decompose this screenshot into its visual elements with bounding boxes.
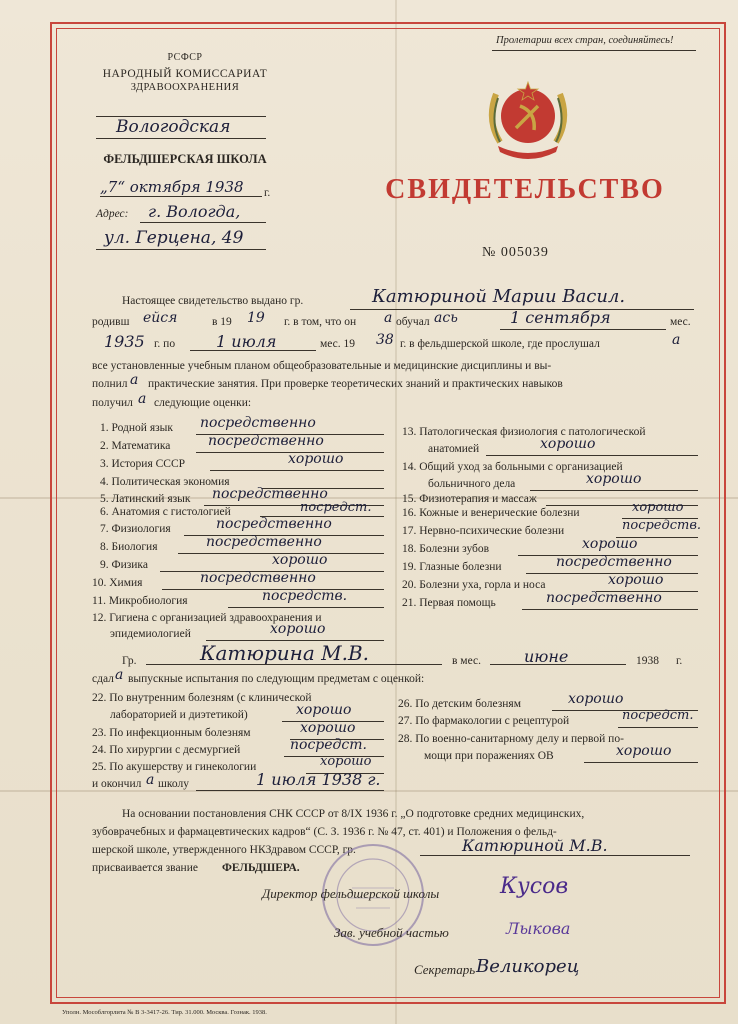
director-label: Директор фельдшерской школы bbox=[262, 886, 440, 901]
underline bbox=[530, 490, 698, 491]
handwritten-fill: а bbox=[672, 332, 681, 348]
body-text: практические занятия. При проверке теоретических знаний и практических навыков bbox=[148, 378, 563, 390]
exam-grade: хорошо bbox=[296, 702, 352, 718]
exam-grade: хорошо bbox=[616, 743, 672, 759]
grade-label: 1. Родной язык bbox=[100, 422, 173, 434]
underline bbox=[196, 790, 384, 791]
exam-year: 1938 bbox=[636, 655, 659, 667]
exam-gr-label: Гр. bbox=[122, 655, 137, 667]
certificate-number: № 005039 bbox=[482, 245, 549, 260]
exam-grade: хорошо bbox=[568, 691, 624, 707]
resolution-text: шерской школе, утвержденного НКЗдравом СССР, гр. bbox=[92, 844, 356, 856]
exam-month-label: в мес. bbox=[452, 655, 481, 667]
body-text: обучал bbox=[396, 316, 430, 328]
exam-grade: посредст. bbox=[622, 708, 694, 723]
underline bbox=[492, 50, 696, 51]
underline bbox=[146, 664, 442, 665]
grade-value: посредственно bbox=[200, 415, 316, 431]
underline bbox=[618, 727, 698, 728]
director-signature: Кусов bbox=[500, 874, 569, 899]
grade-label: 9. Физика bbox=[100, 559, 148, 571]
grade-value: посредственно bbox=[546, 590, 662, 606]
grade-value: хорошо bbox=[632, 500, 684, 515]
end-year-handwritten: 38 bbox=[376, 332, 394, 348]
exam-label: 24. По хирургии с десмургией bbox=[92, 744, 241, 756]
school-name: ФЕЛЬДШЕРСКАЯ ШКОЛА bbox=[103, 152, 267, 166]
handwritten-fill: ейся bbox=[143, 310, 178, 326]
grade-value: хорошо bbox=[288, 451, 344, 467]
handwritten-fill: а bbox=[146, 772, 155, 788]
grade-value: посредств. bbox=[262, 588, 348, 604]
resolution-text: присваивается звание bbox=[92, 862, 198, 874]
grade-label-continued: эпидемиологией bbox=[110, 628, 191, 640]
grade-label: 8. Биология bbox=[100, 541, 158, 553]
exam-label: 25. По акушерству и гинекологии bbox=[92, 761, 257, 773]
underline bbox=[228, 607, 384, 608]
school-city-handwritten: Вологодская bbox=[116, 117, 231, 137]
resolution-text: На основании постановления СНК СССР от 8/IX 1936 г. „О подготовке средних медицинских, bbox=[122, 808, 585, 820]
grade-label: 6. Анатомия с гистологией bbox=[100, 506, 231, 518]
body-text: мес. 19 bbox=[320, 338, 356, 350]
holder-name-handwritten-2: Катюриной М.В. bbox=[462, 836, 608, 855]
grade-label: 15. Физиотерапия и массаж bbox=[402, 493, 537, 505]
resolution-text: зубоврачебных и фармацевтических кадров“ (С. З. 1936 г. № 47, ст. 401) и Положения о фельд- bbox=[92, 826, 557, 838]
exam-label: 26. По детским болезням bbox=[398, 698, 521, 710]
body-text: родивш bbox=[92, 316, 130, 328]
grade-label-continued: больничного дела bbox=[428, 478, 516, 490]
body-text: и окончил bbox=[92, 778, 142, 790]
grade-value: хорошо bbox=[608, 572, 664, 588]
grade-label-continued: анатомией bbox=[428, 443, 480, 455]
grade-label: 4. Политическая экономия bbox=[100, 476, 230, 488]
printer-imprint: Уполн. Мособлгорлита № В 3-3417-26. Тир. 31.000. Москва. Гознак. 1938. bbox=[62, 1009, 267, 1016]
underline bbox=[420, 855, 690, 856]
grade-value: посредственно bbox=[208, 433, 324, 449]
body-text: Настоящее свидетельство выдано гр. bbox=[122, 295, 304, 307]
exam-label-continued: мощи при поражениях ОВ bbox=[424, 750, 554, 762]
underline bbox=[140, 222, 266, 223]
grade-label: 10. Химия bbox=[92, 577, 143, 589]
grade-value: посредственно bbox=[206, 534, 322, 550]
start-date-handwritten: 1 сентября bbox=[510, 308, 611, 327]
handwritten-fill: ась bbox=[434, 310, 458, 326]
grade-value: хорошо bbox=[272, 552, 328, 568]
body-text: получил bbox=[92, 397, 133, 409]
end-date-handwritten: 1 июля bbox=[216, 332, 277, 351]
date-suffix: г. bbox=[264, 187, 271, 199]
grade-value: посредственно bbox=[212, 486, 328, 502]
exam-month-handwritten: июне bbox=[524, 647, 569, 666]
grade-value: посредственно bbox=[216, 516, 332, 532]
birth-year-handwritten: 19 bbox=[247, 310, 265, 326]
holder-name-handwritten: Катюриной Марии Васил. bbox=[372, 286, 626, 307]
body-text: полнил bbox=[92, 378, 128, 390]
underline bbox=[500, 329, 666, 330]
title-conferred: ФЕЛЬДШЕРА. bbox=[222, 862, 300, 874]
grade-label: 19. Глазные болезни bbox=[402, 561, 502, 573]
start-year-handwritten: 1935 bbox=[104, 332, 145, 351]
deputy-label: Зав. учебной частью bbox=[334, 925, 449, 940]
handwritten-fill: а bbox=[130, 372, 139, 388]
grade-value: хорошо bbox=[586, 471, 642, 487]
underline bbox=[522, 609, 698, 610]
body-text: следующие оценки: bbox=[154, 397, 252, 409]
grade-label: 17. Нервно-психические болезни bbox=[402, 525, 565, 537]
underline bbox=[490, 664, 626, 665]
secretary-signature: Великорец bbox=[476, 956, 580, 977]
address-handwritten-1: г. Вологда, bbox=[148, 202, 241, 221]
grade-value: посредст. bbox=[300, 500, 372, 515]
exam-year-suffix: г. bbox=[676, 655, 683, 667]
exam-grade: хорошо bbox=[320, 754, 372, 769]
handwritten-fill: а bbox=[384, 310, 393, 326]
underline bbox=[96, 138, 266, 139]
grade-value: хорошо bbox=[582, 536, 638, 552]
exam-grade: посредст. bbox=[290, 737, 367, 753]
body-text: в 19 bbox=[212, 316, 232, 328]
underline bbox=[190, 350, 316, 351]
rsfsr-emblem-icon bbox=[480, 72, 576, 168]
graduation-date-handwritten: 1 июля 1938 г. bbox=[256, 770, 381, 789]
grade-label: 7. Физиология bbox=[100, 523, 171, 535]
exam-name-handwritten: Катюрина М.В. bbox=[200, 641, 370, 665]
underline bbox=[100, 196, 262, 197]
deputy-signature: Лыкова bbox=[506, 919, 571, 938]
secretary-label: Секретарь bbox=[414, 962, 476, 977]
underline bbox=[584, 762, 698, 763]
slogan: Пролетарии всех стран, соединяйтесь! bbox=[496, 35, 674, 46]
grade-value: хорошо bbox=[270, 621, 326, 637]
exam-label: 22. По внутренним болезням (с клинической bbox=[92, 692, 312, 704]
commissariat-line2: ЗДРАВООХРАНЕНИЯ bbox=[130, 82, 240, 93]
handwritten-fill: а bbox=[138, 391, 147, 407]
body-text: г. в фельдшерской школе, где прослушал bbox=[400, 338, 600, 350]
grade-label: 18. Болезни зубов bbox=[402, 543, 490, 555]
grade-label: 14. Общий уход за больными с организацией bbox=[402, 461, 623, 473]
address-label: Адрес: bbox=[96, 208, 129, 220]
grade-label: 21. Первая помощь bbox=[402, 597, 496, 609]
exam-label: 28. По военно-санитарному делу и первой по- bbox=[398, 733, 624, 745]
underline bbox=[96, 249, 266, 250]
republic-label: РСФСР bbox=[167, 52, 203, 63]
handwritten-fill: а bbox=[115, 667, 124, 683]
grade-label: 5. Латинский язык bbox=[100, 493, 191, 505]
exam-label-continued: лабораторией и диэтетикой) bbox=[110, 709, 248, 721]
underline bbox=[210, 470, 384, 471]
exam-label: 23. По инфекционным болезням bbox=[92, 727, 251, 739]
grade-value: посредств. bbox=[622, 518, 702, 533]
grade-value: хорошо bbox=[540, 436, 596, 452]
body-text: все установленные учебным планом общеобразовательные и медицинские дисциплины и вы- bbox=[92, 360, 552, 372]
grade-label: 3. История СССР bbox=[100, 458, 186, 470]
grade-label: 16. Кожные и венерические болезни bbox=[402, 507, 580, 519]
body-text: школу bbox=[158, 778, 189, 790]
grade-label: 11. Микробиология bbox=[92, 595, 188, 607]
document-title: СВИДЕТЕЛЬСТВО bbox=[385, 174, 665, 205]
grade-label: 2. Математика bbox=[100, 440, 171, 452]
body-text: г. в том, что он bbox=[284, 316, 357, 328]
address-handwritten-2: ул. Герцена, 49 bbox=[104, 228, 244, 248]
body-text: сдал bbox=[92, 673, 114, 685]
body-text: выпускные испытания по следующим предметам с оценкой: bbox=[128, 673, 425, 685]
grade-label: 13. Патологическая физиология с патологической bbox=[402, 426, 646, 438]
exam-label: 27. По фармакологии с рецептурой bbox=[398, 715, 570, 727]
grade-value: посредственно bbox=[200, 570, 316, 586]
underline bbox=[486, 455, 698, 456]
body-text: мес. bbox=[670, 316, 691, 328]
commissariat-line1: НАРОДНЫЙ КОМИССАРИАТ bbox=[102, 68, 268, 80]
issue-date-handwritten: „7“ октября 1938 bbox=[100, 178, 244, 196]
grade-value: посредственно bbox=[556, 554, 672, 570]
grade-label: 12. Гигиена с организацией здравоохранения и bbox=[92, 612, 322, 624]
body-text: г. по bbox=[154, 338, 176, 350]
grade-label: 20. Болезни уха, горла и носа bbox=[402, 579, 546, 591]
exam-grade: хорошо bbox=[300, 720, 356, 736]
